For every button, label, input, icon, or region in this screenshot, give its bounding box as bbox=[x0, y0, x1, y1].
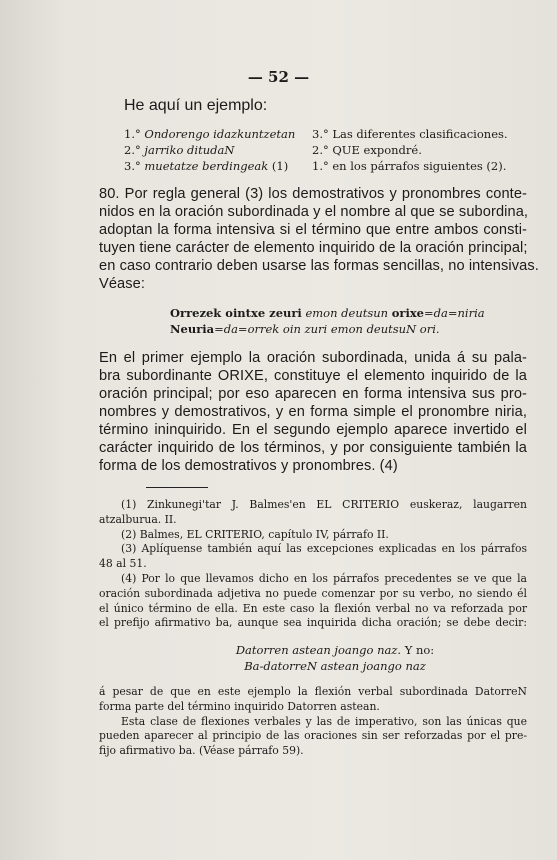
footnote-line: el prefijo afirmativo ba, aunque sea inquirida dicha oración; se debe decir: bbox=[99, 616, 527, 630]
footnote-line: fijo afirmativo ba. (Véase párrafo 59). bbox=[99, 744, 304, 758]
footnote-line: forma parte del término inquirido Datorren astean. bbox=[99, 699, 380, 713]
example-left-1: 1.° Ondorengo idazkuntzetan bbox=[124, 127, 296, 141]
text-line: término ininquirido. En el segundo ejemplo aparece invertido el bbox=[99, 422, 527, 438]
examples-right bbox=[312, 126, 508, 174]
text-line: oración principal; por eso aparecen en forma intensiva sus pro- bbox=[99, 386, 527, 402]
footnote-line: (1) Zinkunegi'tar J. Balmes'en EL CRITERIO euskeraz, laugarren bbox=[121, 498, 527, 511]
text-line: Véase: bbox=[99, 276, 146, 292]
footnote-line: pueden aparecer al principio de las oraciones sin ser reforzadas por el pre- bbox=[99, 729, 527, 743]
text-line: 80. Por regla general (3) los demostrativos y pronombres conte- bbox=[99, 186, 527, 202]
intro-heading: He aquí un ejemplo: bbox=[124, 97, 268, 114]
footnote-line: el único término de ella. En este caso la flexión verbal no va reforzada por bbox=[99, 601, 527, 615]
example-sentence-2: Neuria=da=orrek oin zuri emon deutsuN ori. bbox=[170, 322, 440, 336]
text-line: nombres y demostrativos, y en forma simple el pronombre niria, bbox=[99, 404, 527, 420]
footnote-line: (2) Balmes, EL CRITERIO, capítulo IV, párrafo II. bbox=[121, 527, 389, 541]
example-right-2: 2.° QUE expondré. bbox=[312, 143, 422, 157]
footnote-continuation bbox=[99, 685, 527, 759]
text-line: bra subordinante ORIXE, constituye el elemento inquirido de la bbox=[99, 368, 527, 384]
example-right-1: 3.° Las diferentes clasificaciones. bbox=[312, 127, 508, 141]
footnote-line: (4) Por lo que llevamos dicho en los párrafos precedentes se ve que la bbox=[121, 571, 527, 585]
example-block-line-2: Ba-datorreN astean joango naz bbox=[244, 659, 426, 673]
example-sentence-1: Orrezek ointxe zeuri emon deutsun orixe=da=niria bbox=[170, 306, 485, 320]
footnote-line: atzalburua. II. bbox=[99, 512, 177, 526]
text-line: nidos en la oración subordinada y el nombre al que se subordina, bbox=[99, 204, 529, 220]
footnote-line: oración subordinada adjetiva no puede comenzar por su verbo, no siendo él bbox=[99, 586, 527, 600]
example-block bbox=[200, 642, 470, 674]
footnote-line: 48 al 51. bbox=[99, 557, 147, 571]
footnote-line: á pesar de que en este ejemplo la flexión verbal subordinada DatorreN bbox=[99, 685, 527, 698]
page-number: — 52 — bbox=[247, 68, 310, 86]
footnote-line: Esta clase de flexiones verbales y las de imperativo, son las únicas que bbox=[121, 714, 527, 728]
example-sentences bbox=[170, 305, 485, 337]
bleed-through bbox=[300, 100, 304, 116]
text-line: en caso contrario deben usarse las formas sencillas, no intensivas. bbox=[99, 258, 539, 274]
text-line: adoptan la forma intensiva si el término que entre ambos consti- bbox=[99, 222, 527, 238]
example-right-3: 1.° en los párrafos siguientes (2). bbox=[312, 159, 507, 173]
footnote-line: (3) Aplíquense también aquí las excepciones explicadas en los párrafos bbox=[121, 542, 527, 556]
example-block-line-1: Datorren astean joango naz. Y no: bbox=[235, 643, 435, 657]
footnotes bbox=[99, 498, 527, 631]
example-left-3: 3.° muetatze berdingeak (1) bbox=[124, 159, 289, 173]
text-line: tuyen tiene carácter de elemento inquirido de la oración principal; bbox=[99, 240, 528, 256]
text-line: carácter inquirido de los términos, y por consiguiente también la bbox=[99, 440, 527, 456]
paragraph-explanation bbox=[99, 349, 527, 475]
text-line: En el primer ejemplo la oración subordinada, unida á su pala- bbox=[99, 350, 527, 366]
paragraph-80 bbox=[99, 185, 539, 293]
examples-left bbox=[124, 126, 295, 174]
example-left-2: 2.° jarriko ditudaN bbox=[124, 143, 235, 157]
text-line: forma de los demostrativos y pronombres. (4) bbox=[99, 458, 398, 474]
footnote-divider bbox=[146, 487, 208, 488]
